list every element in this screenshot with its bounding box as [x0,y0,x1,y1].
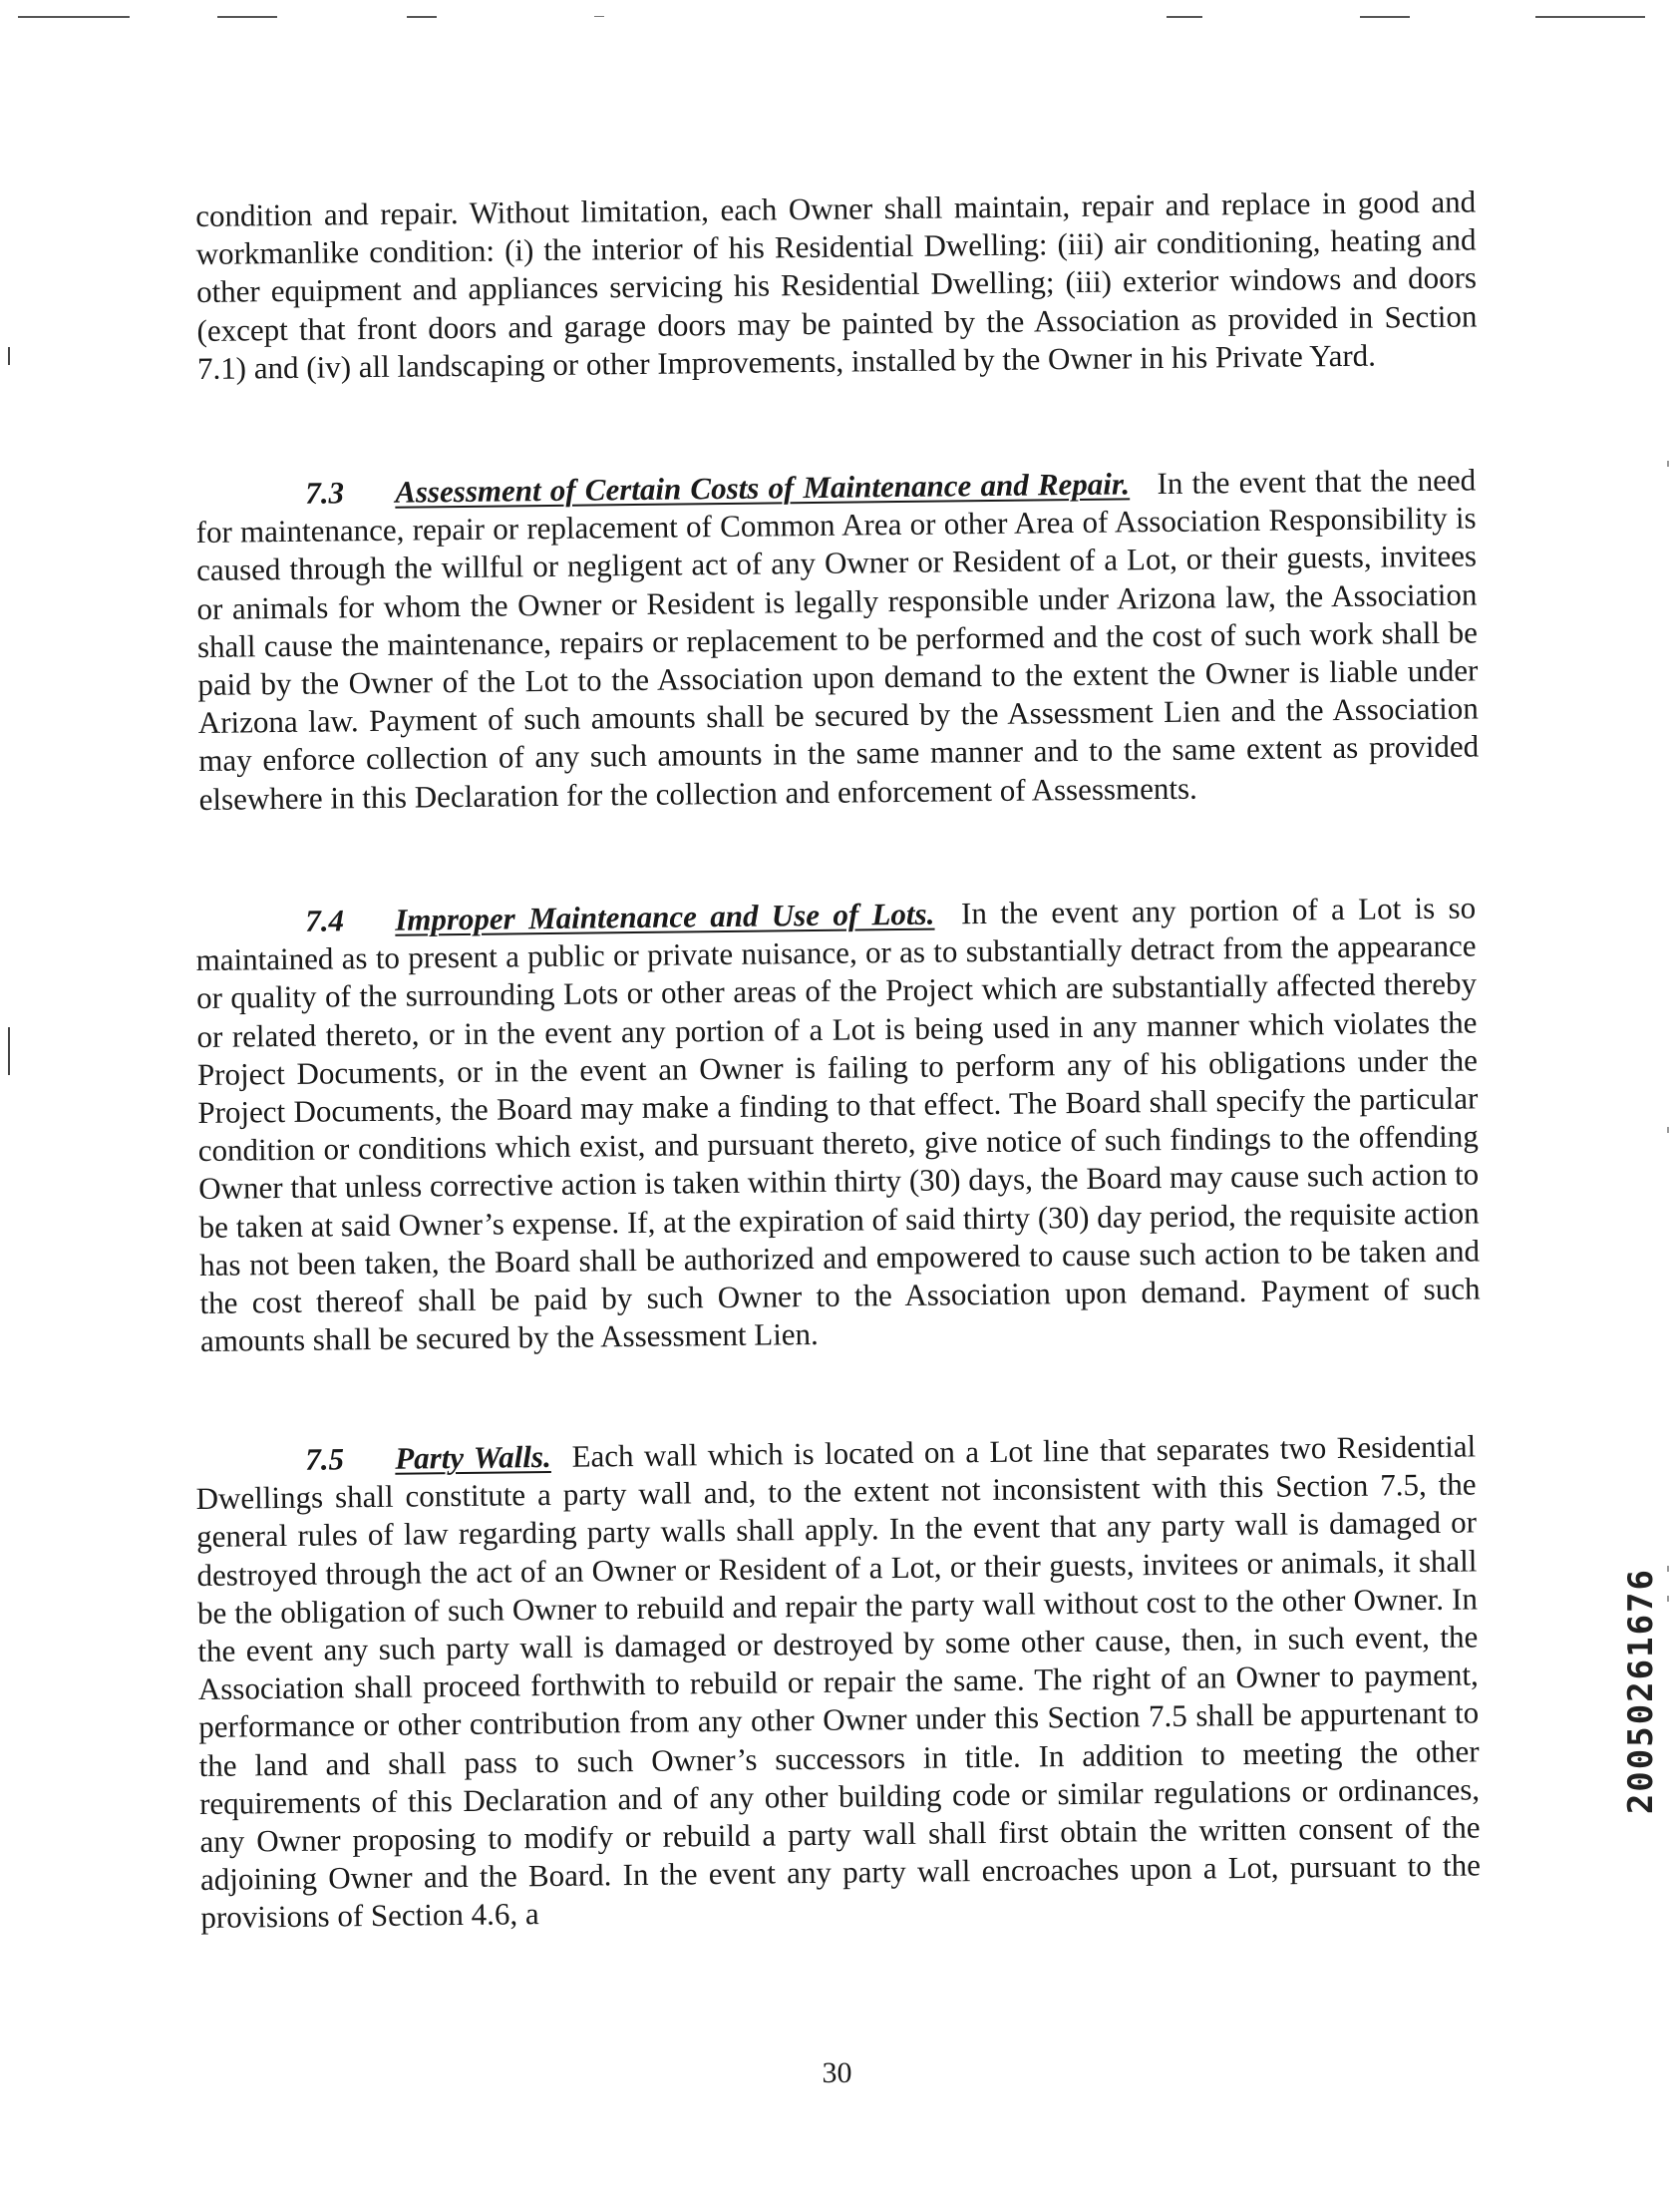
scan-artifact [1360,16,1410,18]
paragraph [195,461,1480,818]
recording-number-stamp: 20050261676 [1621,1568,1661,1815]
paragraph-continuation: condition and repair. Without limitation, each Owner shall maintain, repair and replace in good and workmanlike condition: (i) the interior of his Residential Dwelling: (iii) air conditioning, heating and other equipment and appliances servicing his Residential Dwelling; (iii) exterior windows and doors (except that front doors and garage doors may be painted by the Association as provided in Section 7.1) and (iv) all landscaping or other Improvements, installed by the Owner in his Private Yard. [195,184,1478,386]
section-body: Each wall which is located on a Lot line that separates two Residential Dwellings shall constitute a party wall and, to the extent not inconsistent with this Section 7.5, the general rules of law regarding party walls shall apply. In the event that any party wall is damaged or destroyed through the act of an Owner or Resident of a Lot, or their guests, invitees or animals, it shall be the obligation of such Owner to rebuild and repair the party wall without cost to the other Owner. In the event any such party wall is damaged or destroyed by some other cause, then, in such event, the Association shall proceed forthwith to rebuild or repair the same. The right of an Owner to payment, performance or other contribution from any other Owner under this Section 7.5 shall be appurtenant to the land and shall pass to such Owner’s successors in title. In addition to meeting the other requirements of this Declaration and of any other building code or similar regulations or ordinances, any Owner proposing to modify or rebuild a party wall shall first obtain the written consent of the adjoining Owner and the Board. In the event any party wall encroaches upon a Lot, pursuant to the provisions of Section 4.6, a [195,1428,1482,1936]
scan-artifact [217,16,277,18]
paragraph [195,1427,1482,1937]
margin-dot [1667,1127,1669,1133]
scan-artifact [1535,16,1645,18]
margin-dot [1667,1596,1669,1602]
section-body: In the event that the need for maintenance, repair or replacement of Common Area or other Area of Association Responsibility is caused through the willful or negligent act of any Owner or Resident of a Lot, or their guests, invitees or animals for whom the Owner or Resident is legally responsible under Arizona law, the Association shall cause the maintenance, repairs or replacement to be performed and the cost of such work shall be paid by the Owner of the Lot to the Association upon demand to the extent the Owner is liable under Arizona law. Payment of such amounts shall be secured by the Assessment Lien and the Association may enforce collection of any such amounts in the same manner and to the same extent as provided elsewhere in this Declaration for the collection and enforcement of Assessments. [195,462,1480,817]
section-body: In the event any portion of a Lot is so maintained as to present a public or private nuisance, or as to substantially detract from the appearance or quality of the surrounding Lots or other areas of the Project which are substantially affected thereby or related thereto, or in the event any portion of a Lot is being used in any manner which violates the Project Documents, or in the event an Owner is failing to perform any of his obligations under the Project Documents, the Board may make a finding to that effect. The Board shall specify the particular condition or conditions which exist, and pursuant thereto, give notice of such findings to the offending Owner that unless corrective action is taken within thirty (30) days, the Board may cause such action to be taken at said Owner’s expense. If, at the expiration of said thirty (30) day period, the requisite action has not been taken, the Board shall be authorized and empowered to cause such action to be taken and the cost thereof shall be paid by such Owner to the Association upon demand. Payment of such amounts shall be secured by the Assessment Lien. [195,890,1481,1359]
section-title: Party Walls. [394,1438,551,1476]
section-title: Improper Maintenance and Use of Lots. [394,896,935,937]
margin-dot [1667,461,1669,467]
body-text [195,183,1478,388]
scan-artifact [1167,16,1202,18]
section-title: Assessment of Certain Costs of Maintenance and Repair. [394,466,1131,510]
section-number: 7.5 [305,1441,345,1477]
section-7-5 [195,1427,1482,1937]
margin-mark [8,1027,10,1075]
page-number: 30 [822,2056,852,2089]
margin-dot [1667,1566,1669,1572]
section-number: 7.4 [305,903,345,938]
section-7-4 [195,889,1481,1360]
section-7-3 [195,461,1480,818]
section-number: 7.3 [305,475,345,511]
scan-artifact [18,16,130,18]
scan-artifact [594,16,604,17]
paragraph [195,889,1481,1360]
margin-mark [8,347,10,365]
scan-artifact [407,16,437,18]
